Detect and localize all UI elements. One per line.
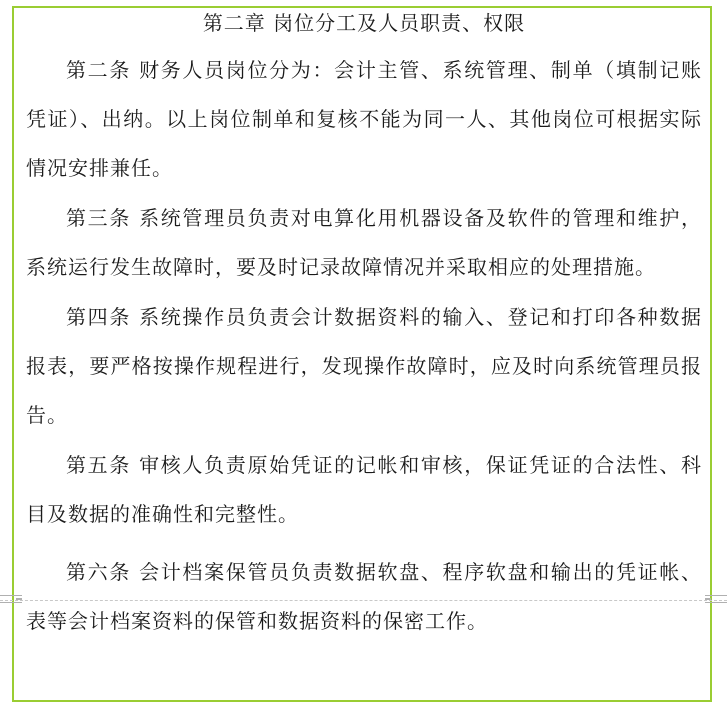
- page-break-line: [0, 600, 727, 601]
- page-break-right-marker-icon: [705, 595, 727, 603]
- paragraph-article-4: 第四条 系统操作员负责会计数据资料的输入、登记和打印各种数据报表，要严格按操作规程进行，发现操作故障时，应及时向系统管理员报告。: [26, 305, 702, 427]
- paragraph-article-5: 第五条 审核人负责原始凭证的记帐和审核，保证凭证的合法性、科目及数据的准确性和完整性。: [26, 453, 702, 526]
- document-content: [26, 8, 702, 646]
- chapter-title: 第二章 岗位分工及人员职责、权限: [202, 11, 526, 35]
- paragraph-article-6: 第六条 会计档案保管员负责数据软盘、程序软盘和输出的凭证帐、表等会计档案资料的保管和数据资料的保密工作。: [26, 560, 702, 633]
- paragraph-article-3: 第三条 系统管理员负责对电算化用机器设备及软件的管理和维护，系统运行发生故障时，要及时记录故障情况并采取相应的处理措施。: [26, 206, 702, 279]
- page-break-gap: [26, 539, 702, 548]
- paragraph-article-2: 第二条 财务人员岗位分为：会计主管、系统管理、制单（填制记账凭证）、出纳。以上岗位制单和复核不能为同一人、其他岗位可根据实际情况安排兼任。: [26, 58, 702, 180]
- page-break-left-marker-icon: [0, 595, 22, 603]
- document-page-frame: [12, 6, 712, 702]
